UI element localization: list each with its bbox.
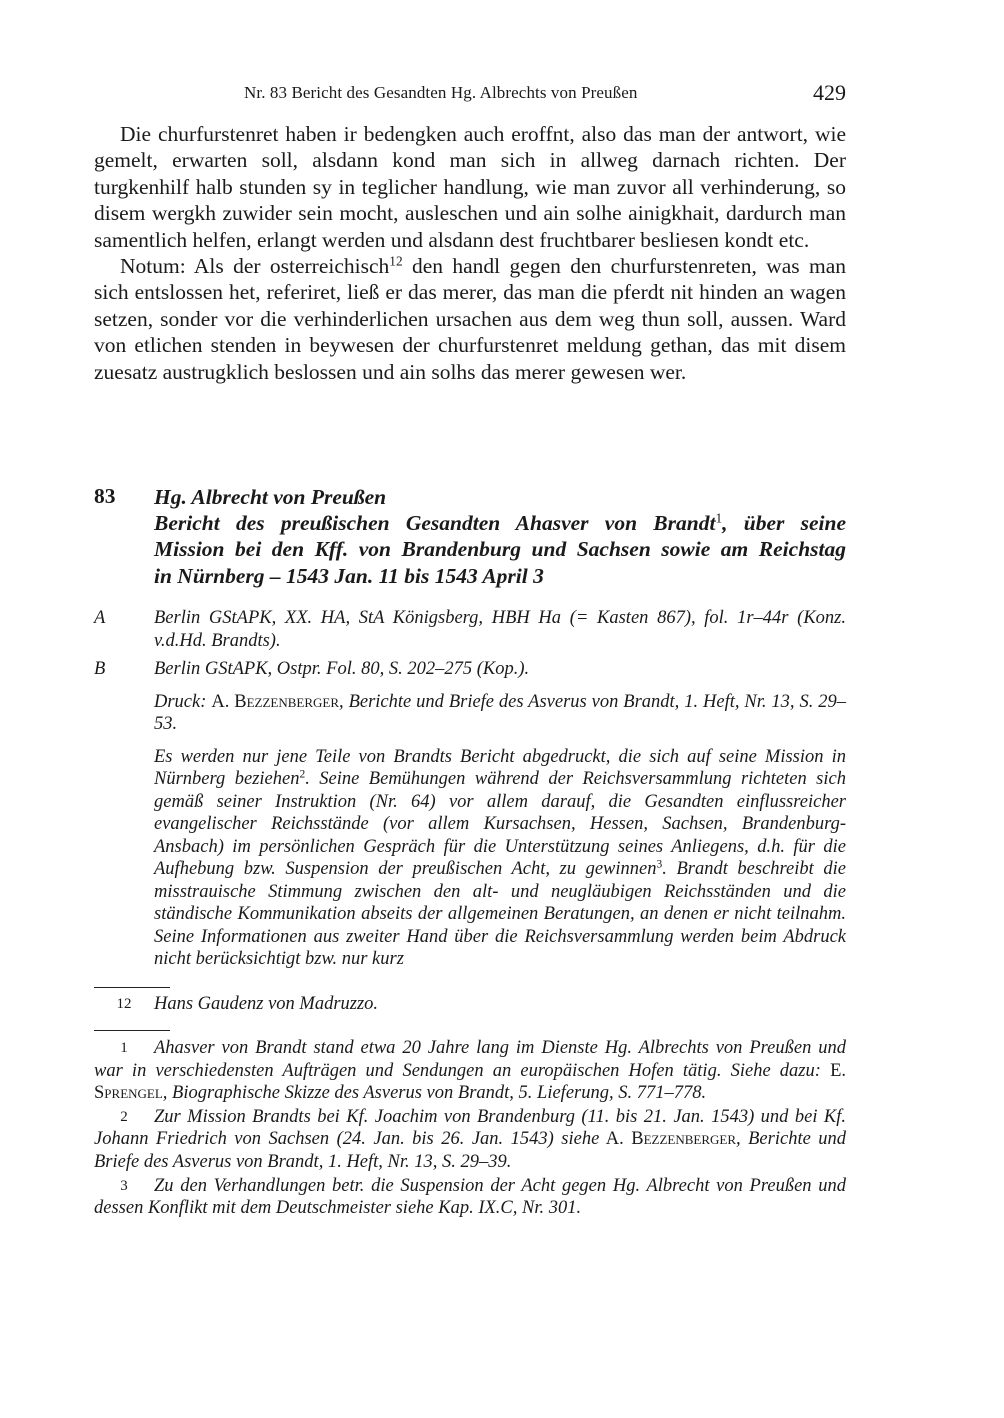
body-paragraph-1: Die churfurstenret haben ir bedengken auch eroffnt, also das man der antwort, wie gemelt, erwarten soll, alsdann kond man sich in allweg darnach richten. Der turgkenhilf halb stunden sy in teglicher handlung, wie man zuvor all verhinderung, so disem wergkh zuwider sein mocht, ausleschen und ain solhe ainigkhait, dardurch man samentlich helfen, erlangt werden und alsdann dest fruchtbarer besliesen kondt etc. (94, 122, 846, 252)
intro-text-1: Es werden nur jene Teile von Brandts Bericht abgedruckt, die sich auf seine Mission in Nürnberg beziehen (154, 746, 846, 789)
document-title-line-2 (154, 510, 846, 536)
footnote-1-text: Ahasver von Brandt stand etwa 20 Jahre lang im Dienste Hg. Albrechts von Preußen und war in verschiedensten Aufträgen und Sendungen an europäischen Hofen tätig. Siehe dazu: (94, 1038, 846, 1081)
intro-text-3: . Brandt beschreibt die misstrauische Stimmung zwischen den alt- und neugläubigen Reichsständen und die ständische Kommunikation abseits der allgemeinen Beratungen, an denen er nicht teilnahm. Seine Informationen aus zweiter Hand über die Reichsversammlung werden beim Abdruck nicht berücksichtigt bzw. nur kurz (154, 859, 846, 969)
footnote-1 (94, 1037, 846, 1105)
print-reference (154, 691, 846, 736)
intro-text-2: . Seine Bemühungen während der Reichsversammlung richteten sich gemäß seiner Instruktion (Nr. 64) vor allem darauf, die Gesandten einflussreicher evangelischer Reichsstände (vor allem Kursachsen, Hessen, Sachsen, Brandenburg-Ansbach) im persönlichen Gespräch für die Unterstützung seines Anliegens, d.h. für die Aufhebung bzw. Suspension der preußischen Acht, zu gewinnen (154, 769, 846, 879)
print-reference-text: , Berichte und Briefe des Asverus von Brandt, 1. Heft, Nr. 13, S. 29–53. (154, 691, 846, 734)
body-paragraph-2-start: Notum: Als der osterreichisch (120, 254, 390, 279)
editorial-introduction (154, 746, 846, 971)
print-label: Druck: (154, 691, 207, 712)
footnote-12-text: Hans Gaudenz von Madruzzo. (154, 994, 379, 1014)
body-text (94, 121, 846, 385)
footnote-3 (94, 1175, 846, 1220)
footnote-12-number: 12 (116, 996, 132, 1012)
footnote-divider (94, 987, 170, 988)
page-number: 429 (813, 80, 846, 105)
print-author: Bezzenberger (234, 691, 340, 712)
footnote-1-author: Sprengel (94, 1083, 163, 1104)
footnote-3-number: 3 (120, 1177, 128, 1194)
footnote-2-number: 2 (120, 1108, 128, 1125)
document-title-line-1: Hg. Albrecht von Preußen (154, 485, 387, 509)
footnote-2 (94, 1106, 846, 1174)
document-number: 83 (94, 484, 116, 508)
footnote-2-reference: , Berichte und Briefe des Asverus von Brandt, 1. Heft, Nr. 13, S. 29–39. (94, 1129, 847, 1172)
footnote-ref-12: 12 (389, 253, 403, 269)
print-author-initial: A. (211, 691, 230, 712)
body-paragraph-2 (94, 253, 846, 385)
source-apparatus (94, 607, 846, 971)
running-head-title: Nr. 83 Bericht des Gesandten Hg. Albrechts von Preußen (244, 83, 638, 102)
footnote-2-author: Bezzenberger (631, 1129, 737, 1150)
source-b-siglum: B (94, 659, 106, 679)
footnote-1-initial: E. (830, 1060, 847, 1081)
document-title-line-4: in Nürnberg – 1543 Jan. 11 bis 1543 April 3 (154, 563, 544, 588)
document-title-line-2-end: , über seine (722, 511, 846, 536)
footnote-ref-1: 1 (715, 510, 723, 526)
footnote-1-number: 1 (120, 1040, 128, 1056)
footnote-1-reference: , Biographische Skizze des Asverus von Brandt, 5. Lieferung, S. 771–778. (162, 1083, 707, 1104)
footnote-divider-2 (94, 1030, 170, 1031)
source-b-text: Berlin GStAPK, Ostpr. Fol. 80, S. 202–275 (Kop.). (154, 659, 530, 679)
document-title-line-2-text: Bericht des preußischen Gesandten Ahasver von Brandt (154, 511, 716, 536)
document-title-line-3: Mission bei den Kff. von Brandenburg und Sachsen sowie am Reichstag (154, 537, 846, 562)
footnote-ref-3: 3 (656, 858, 663, 871)
footnote-ref-2: 2 (299, 768, 306, 781)
running-head (94, 80, 846, 106)
document-title (154, 484, 846, 589)
footnote-2-initial: A. (605, 1129, 624, 1150)
body-paragraph-2-end: den handl gegen den churfurstenreten, was man sich entslossen het, referiret, ließ er das merer, das man die pferdt nit hinden an wagen setzen, sonder vor die verhinderlichen ursachen aus dem weg thun soll, aussen. Ward von etlichen stenden in beywesen der churfurstenret meldung gethan, das mit disem zuesatz austrugklich beslossen und ain solhs das merer gewesen wer. (94, 254, 846, 384)
source-a-siglum: A (94, 608, 106, 628)
footnote-2-text: Zur Mission Brandts bei Kf. Joachim von Brandenburg (11. bis 21. Jan. 1543) und bei Kf. Johann Friedrich von Sachsen (24. Jan. bis 26. Jan. 1543) siehe (94, 1106, 846, 1150)
source-a-text: Berlin GStAPK, XX. HA, StA Königsberg, HBH Ha (= Kasten 867), fol. 1r–44r (Konz. v.d.Hd. Brandts). (154, 608, 846, 651)
source-a (94, 607, 846, 652)
footnote-12 (94, 993, 846, 1015)
source-b (94, 658, 846, 681)
footnotes (94, 1037, 846, 1221)
footnote-3-text: Zu den Verhandlungen betr. die Suspension der Acht gegen Hg. Albrecht von Preußen und dessen Konflikt mit dem Deutschmeister siehe Kap. IX.C, Nr. 301. (94, 1175, 846, 1219)
